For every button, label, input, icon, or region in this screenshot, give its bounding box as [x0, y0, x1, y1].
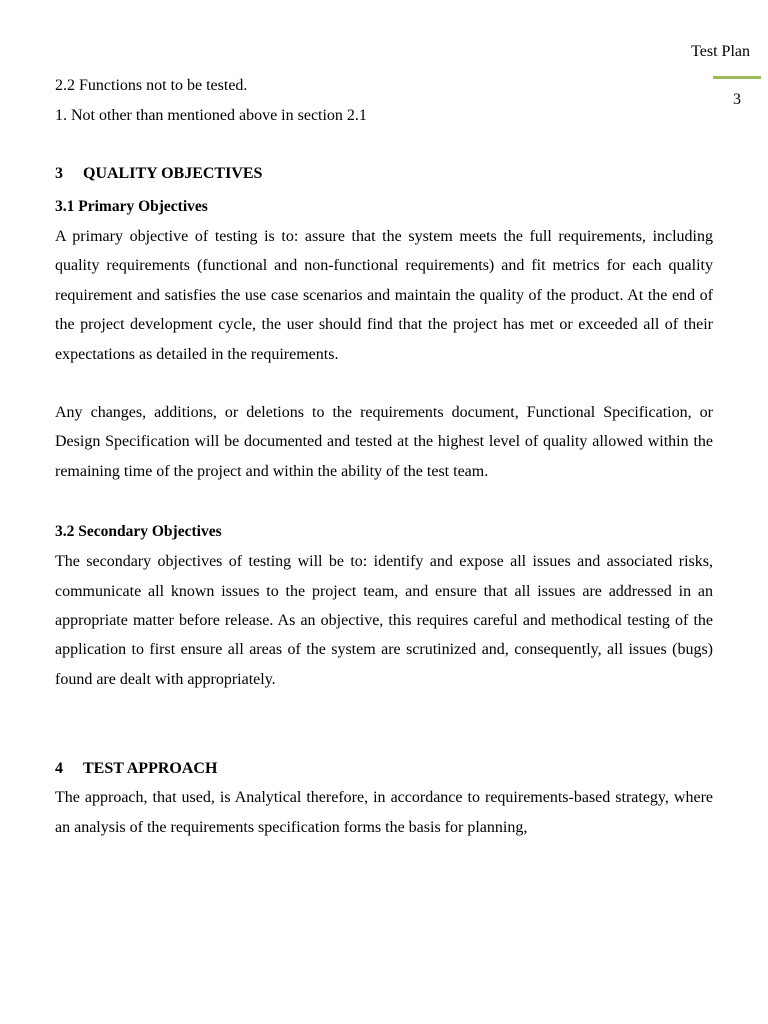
section-3-2-paragraph-1: The secondary objectives of testing will be to: identify and expose all issues and associated risks, communicate all known issues to the project team, and ensure that all issues are addressed in an appropriate matter before release. As an objective, this requires careful and methodical testing of the application to first ensure all areas of the system are scrutinized and, consequently, all issues (bugs) found are dealt with appropriately. [55, 553, 713, 688]
header-title: Test Plan [691, 43, 750, 60]
section-4-paragraph-1: The approach, that used, is Analytical therefore, in accordance to requirements-based strategy, where an analysis of the requirements specification forms the basis for planning, [55, 789, 713, 836]
header-accent-rule [713, 76, 761, 79]
section-4-title: TEST APPROACH [83, 760, 218, 778]
section-3-title: QUALITY OBJECTIVES [83, 165, 263, 182]
section-3-1-paragraph-2: Any changes, additions, or deletions to the requirements document, Functional Specification, or Design Specification will be documented and tested at the highest level of quality allowed within the remaining time of the project and within the ability of the test team. [55, 404, 713, 480]
section-3-number: 3 [55, 165, 63, 182]
section-4-number: 4 [55, 760, 63, 778]
section-3-1-heading: 3.1 Primary Objectives [55, 198, 208, 215]
section-4-heading [55, 759, 713, 779]
section-3-1-paragraph-1: A primary objective of testing is to: assure that the system meets the full requirements, including quality requirements (functional and non-functional requirements) and fit metrics for each quality requirement and satisfies the use case scenarios and maintain the quality of the product. At the end of the project development cycle, the user should find that the project has met or exceeded all of their expectations as detailed in the requirements. [55, 228, 713, 363]
section-3-2-heading: 3.2 Secondary Objectives [55, 523, 222, 541]
section-2-2-heading: 2.2 Functions not to be tested. [55, 77, 248, 94]
document-body [55, 76, 713, 842]
section-3-heading [55, 164, 713, 184]
page-number: 3 [733, 91, 741, 108]
section-2-2-item-1: 1. Not other than mentioned above in section 2.1 [55, 107, 367, 124]
